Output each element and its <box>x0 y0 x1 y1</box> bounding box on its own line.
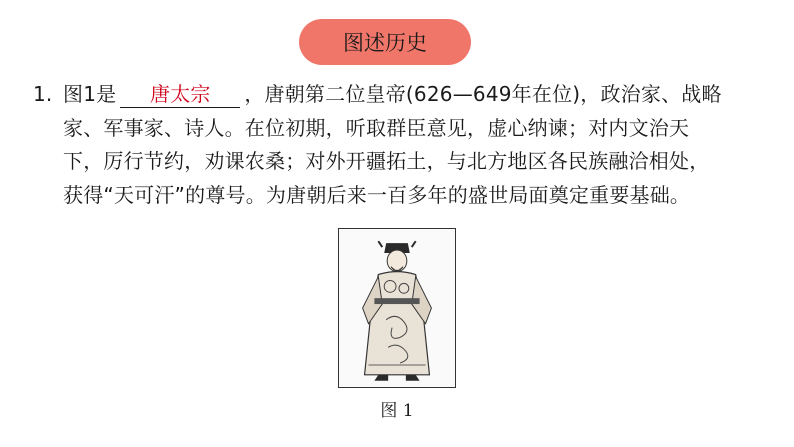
question-line-1 <box>33 78 773 112</box>
emperor-portrait-image <box>338 228 456 388</box>
section-title: 图述历史 <box>343 31 427 55</box>
question-text-line-2: 家、军事家、诗人。在位初期，听取群臣意见，虚心纳谏；对内文治天 <box>63 115 690 140</box>
emperor-portrait-drawing <box>339 229 455 387</box>
answer-blank <box>120 81 240 108</box>
question-prefix: 图1是 <box>63 82 117 106</box>
question-number: 1. <box>33 82 53 106</box>
answer-text: 唐太宗 <box>150 82 211 106</box>
question-text-line-4: 获得“天可汗”的尊号。为唐朝后来一百多年的盛世局面奠定重要基础。 <box>63 182 691 207</box>
figure-caption: 图 1 <box>380 401 414 421</box>
question-block <box>33 78 773 212</box>
question-text-line-1: ，唐朝第二位皇帝(626—649年在位)，政治家、战略 <box>244 82 722 106</box>
question-text-line-3: 下，厉行节约，劝课农桑；对外开疆拓土，与北方地区各民族融洽相处， <box>63 149 710 173</box>
section-title-badge <box>299 19 471 65</box>
